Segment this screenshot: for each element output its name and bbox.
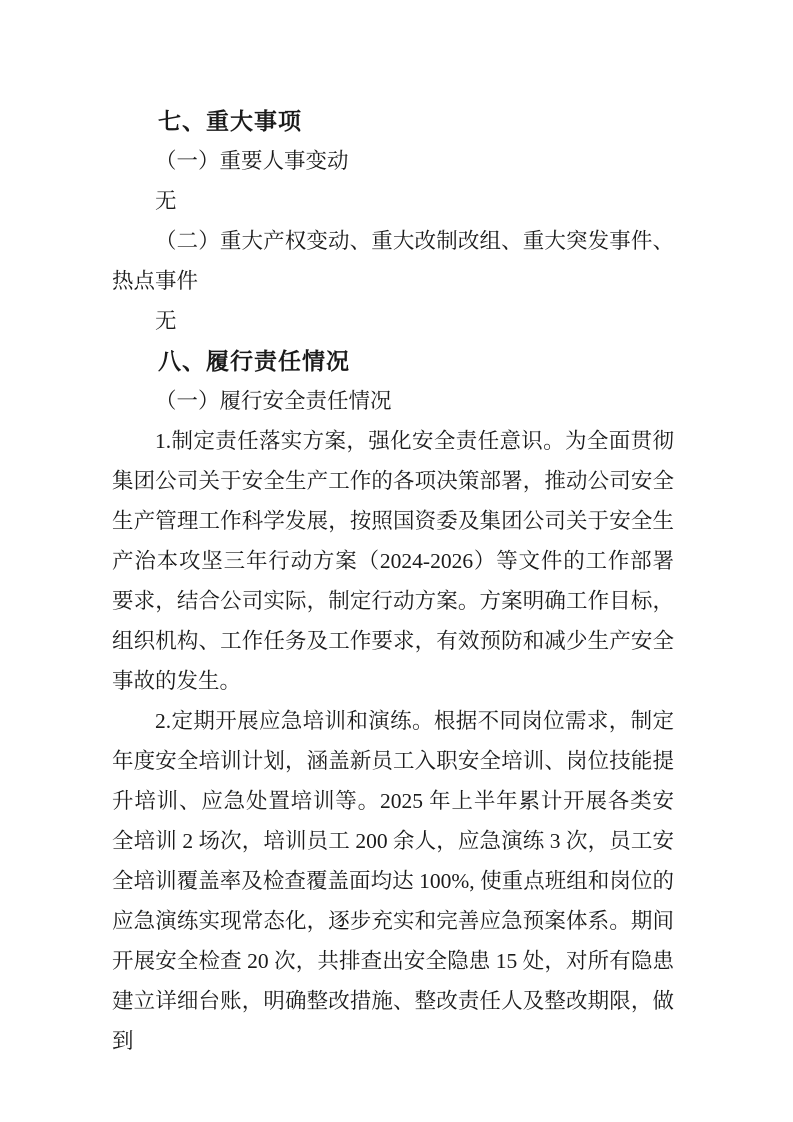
subsection-heading-8-1: （一）履行安全责任情况	[155, 389, 392, 413]
section-heading-8: 八、履行责任情况	[158, 348, 350, 374]
paragraph-none-2: 无	[155, 309, 177, 333]
paragraph-training-drills: 2.定期开展应急培训和演练。根据不同岗位需求，制定年度安全培训计划，涵盖新员工入职安全培训、岗位技能提升培训、应急处置培训等。2025 年上半年累计开展各类安全培训 2 场次，培训员工 200 余人，应急演练 3 次，员工安全培训覆盖率及检查覆盖面均达 100%, 使重点班组和岗位的应急演练实现常态化，逐步充实和完善应急预案体系。期间开展安全检查 20 次，共排查出安全隐患 15 处，对所有隐患建立详细台账，明确整改措施、整改责任人及整改期限，做到	[112, 709, 674, 1053]
paragraph-none-1: 无	[155, 189, 177, 213]
subsection-heading-7-2: （二）重大产权变动、重大改制改组、重大突发事件、热点事件	[112, 229, 674, 293]
paragraph-responsibility-plan: 1.制定责任落实方案，强化安全责任意识。为全面贯彻集团公司关于安全生产工作的各项决策部署，推动公司安全生产管理工作科学发展，按照国资委及集团公司关于安全生产治本攻坚三年行动方案（2024-2026）等文件的工作部署要求，结合公司实际，制定行动方案。方案明确工作目标，组织机构、工作任务及工作要求，有效预防和减少生产安全事故的发生。	[112, 429, 674, 693]
subsection-heading-7-1: （一）重要人事变动	[155, 149, 349, 173]
section-heading-7: 七、重大事项	[158, 108, 302, 134]
document-body	[112, 101, 674, 1061]
